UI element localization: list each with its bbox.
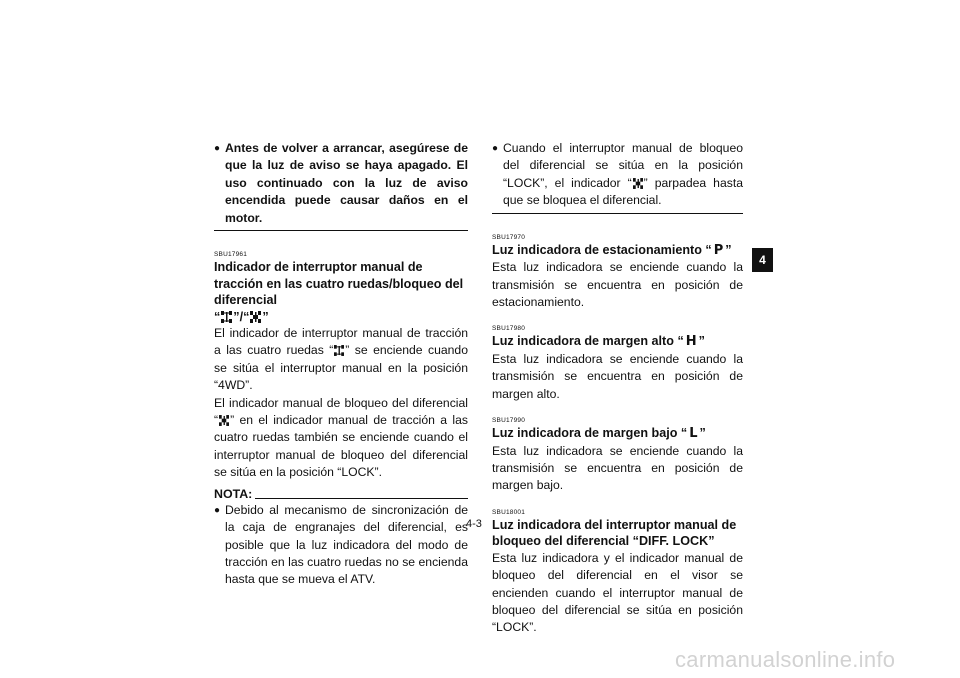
section-code: SBU17961 — [214, 251, 248, 259]
section-code: SBU18001 — [492, 508, 526, 516]
section-diff-lock-light — [492, 509, 743, 637]
section-body: Esta luz indicadora se enciende cuando la transmisión se encuentra en posición de margen alto. — [492, 351, 743, 401]
section-high-range — [492, 325, 743, 403]
bullet-dot-icon: ● — [492, 143, 499, 154]
left-column — [214, 140, 468, 589]
warning-box — [214, 140, 468, 231]
divider — [255, 498, 468, 499]
diff-lock-icon — [219, 415, 229, 426]
section-code: SBU17990 — [492, 417, 526, 425]
chapter-tab: 4 — [752, 248, 773, 272]
bullet-dot-icon: ● — [214, 504, 221, 516]
section-body: Esta luz indicadora se enciende cuando la transmisión se encuentra en posición de margen bajo. — [492, 443, 743, 493]
paragraph-diff-lock: El indicador manual de bloqueo del diferencial “ ” en el indicador manual de tracción a las cuatro ruedas también se enciende cuando el interruptor manual de bloqueo del diferencial se sitúa en la posición “LOCK”. — [214, 395, 468, 480]
nota-bullet: ● Debido al mecanismo de sincronización de la caja de engranajes del diferencial, es posible que la luz indicadora del modo de tracción en las cuatro ruedas no se encienda hasta que se mueva el ATV. — [214, 502, 468, 589]
warning-bullet: ● Antes de volver a arrancar, asegúrese de que la luz de aviso se haya apagado. El uso continuado con la luz de aviso encendida puede causar daños en el motor. — [214, 140, 468, 227]
section-title: Luz indicadora de margen alto “ H ” — [492, 334, 705, 350]
high-range-h-icon: H — [685, 334, 697, 350]
section-title: Luz indicadora del interruptor manual de bloqueo del diferencial “DIFF. LOCK” — [492, 517, 737, 549]
section-low-range — [492, 417, 743, 495]
section-title: Luz indicadora de margen bajo “ L ” — [492, 426, 706, 442]
page-number: 4-3 — [466, 518, 482, 530]
section-body: Esta luz indicadora y el indicador manual de bloqueo del diferencial en el visor se encienden cuando el interruptor manual de bloqueo del diferencial se sitúa en posición “LOCK”. — [492, 550, 743, 635]
4wd-icon — [334, 345, 344, 356]
diff-lock-icon — [250, 311, 261, 323]
paragraph-4wd: El indicador de interruptor manual de tracción a las cuatro ruedas “ ” se enciende cuando se sitúa el interruptor manual en la posición “4WD”. — [214, 326, 468, 393]
section-title: Indicador de interruptor manual de tracción en las cuatro ruedas/bloqueo del diferencial “ ”/“ ” — [214, 260, 464, 324]
section-title: Luz indicadora de estacionamiento “ P ” — [492, 242, 732, 258]
lock-note-bullet: ● Cuando el interruptor manual de bloqueo del diferencial se sitúa en la posición “LOCK”, el indicador “ ” parpadea hasta que se bloquea el diferencial. — [492, 140, 743, 210]
right-column — [492, 140, 743, 651]
section-code: SBU17970 — [492, 233, 526, 241]
diff-lock-icon — [633, 178, 643, 189]
watermark: carmanualsonline.info — [675, 647, 896, 672]
low-range-l-icon: L — [689, 426, 698, 442]
nota-heading: NOTA: — [214, 486, 468, 502]
parking-p-icon: P — [713, 242, 724, 258]
4wd-icon — [221, 311, 232, 323]
section-code: SBU17980 — [492, 325, 526, 333]
section-body: Esta luz indicadora se enciende cuando la transmisión se encuentra en posición de estacionamiento. — [492, 260, 743, 309]
section-parking — [492, 234, 743, 312]
lock-note-box — [492, 140, 743, 214]
bullet-dot-icon: ● — [214, 143, 221, 154]
